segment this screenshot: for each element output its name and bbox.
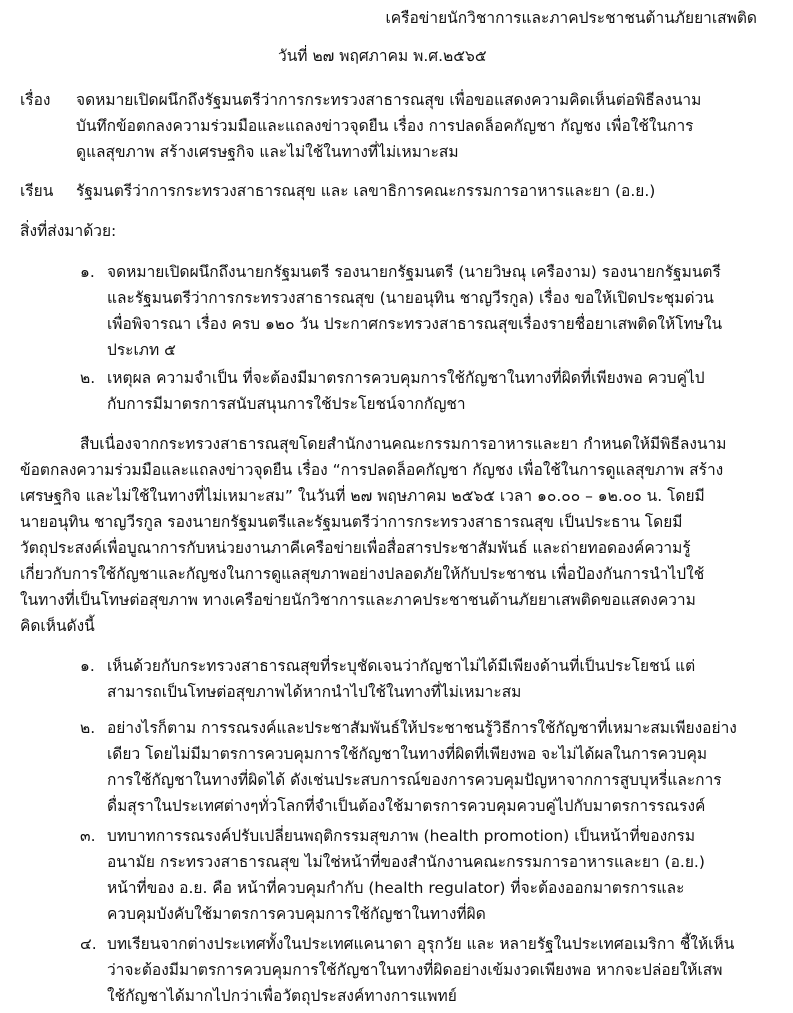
enclosure-number: ๒. bbox=[80, 369, 96, 387]
point-number: ๓. bbox=[80, 827, 96, 845]
enclosure-line: เหตุผล ความจำเป็น ที่จะต้องมีมาตรการควบคุมการใช้กัญชาในทางที่ผิดที่เพียงพอ ควบคู่ไป bbox=[107, 369, 705, 387]
enclosure-line: ประเภท ๕ bbox=[107, 341, 176, 359]
enclosure-line: กับการมีมาตรการสนับสนุนการใช้ประโยชน์จากกัญชา bbox=[107, 395, 466, 413]
org-name: เครือข่ายนักวิชาการและภาคประชาชนต้านภัยยาเสพติด bbox=[385, 9, 757, 27]
body-paragraph-line: สืบเนื่องจากกระทรวงสาธารณสุขโดยสำนักงานคณะกรรมการอาหารและยา กำหนดให้มีพิธีลงนาม bbox=[80, 435, 727, 453]
point-line: อนามัย กระทรวงสาธารณสุข ไม่ใช่หน้าที่ของสำนักงานคณะกรรมการอาหารและยา (อ.ย.) bbox=[107, 853, 705, 871]
body-paragraph-line: ข้อตกลงความร่วมมือและแถลงข่าวจุดยืน เรื่อง “การปลดล็อคกัญชา กัญชง เพื่อใช้ในการดูแลสุขภาพ สร้าง bbox=[20, 461, 724, 479]
point-number: ๒. bbox=[80, 719, 96, 737]
point-number: ๑. bbox=[80, 657, 95, 675]
point-number: ๔. bbox=[80, 935, 97, 953]
enclosure-number: ๑. bbox=[80, 263, 95, 281]
point-line: ใช้กัญชาได้มากไปกว่าเพื่อวัตถุประสงค์ทางการแพทย์ bbox=[107, 987, 457, 1005]
body-paragraph-line: ในทางที่เป็นโทษต่อสุขภาพ ทางเครือข่ายนักวิชาการและภาคประชาชนต้านภัยยาเสพติดขอแสดงความ bbox=[20, 591, 696, 609]
subject-label: เรื่อง bbox=[20, 91, 51, 109]
point-line: อย่างไรก็ตาม การรณรงค์และประชาสัมพันธ์ให้ประชาชนรู้วิธีการใช้กัญชาที่เหมาะสมเพียงอย่าง bbox=[107, 719, 737, 737]
letter-date: วันที่ ๒๗ พฤศภาคม พ.ศ.๒๕๖๕ bbox=[278, 47, 487, 65]
point-line: เห็นด้วยกับกระทรวงสาธารณสุขที่ระบุชัดเจนว่ากัญชาไม่ได้มีเพียงด้านที่เป็นประโยชน์ แต่ bbox=[107, 657, 696, 675]
subject-line: จดหมายเปิดผนึกถึงรัฐมนตรีว่าการกระทรวงสาธารณสุข เพื่อขอแสดงความคิดเห็นต่อพิธีลงนาม bbox=[76, 91, 702, 109]
body-paragraph-line: วัตถุประสงค์เพื่อบูณาการกับหน่วยงานภาคีเครือข่ายเพื่อสื่อสารประชาสัมพันธ์ และถ่ายทอดองค์ความรู้ bbox=[20, 539, 691, 557]
enclosure-line: และรัฐมนตรีว่าการกระทรวงสาธารณสุข (นายอนุทิน ชาญวีรกูล) เรื่อง ขอให้เปิดประชุมด่วน bbox=[107, 289, 714, 307]
body-paragraph-line: เกี่ยวกับการใช้กัญชาและกัญชงในการดูแลสุขภาพอย่างปลอดภัยให้กับประชาชน เพื่อป้องกันการนำไปใช้ bbox=[20, 565, 705, 583]
subject-line: ดูแลสุขภาพ สร้างเศรษฐกิจ และไม่ใช้ในทางที่ไม่เหมาะสม bbox=[76, 143, 459, 161]
enclosure-line: เพื่อพิจารณา เรื่อง ครบ ๑๒๐ วัน ประกาศกระทรวงสาธารณสุขเรื่องรายชื่อยาเสพติดให้โทษใน bbox=[107, 315, 723, 333]
point-line: การใช้กัญชาในทางที่ผิดได้ ดังเช่นประสบการณ์ของการควบคุมปัญหาจากการสูบบุหรี่และการ bbox=[107, 771, 722, 789]
enclosure-line: จดหมายเปิดผนึกถึงนายกรัฐมนตรี รองนายกรัฐมนตรี (นายวิษณุ เครืองาม) รองนายกรัฐมนตรี bbox=[107, 263, 721, 281]
body-paragraph-line: คิดเห็นดังนี้ bbox=[20, 617, 95, 635]
recipient-text: รัฐมนตรีว่าการกระทรวงสาธารณสุข และ เลขาธิการคณะกรรมการอาหารและยา (อ.ย.) bbox=[76, 182, 656, 200]
point-line: เดียว โดยไม่มีมาตรการควบคุมการใช้กัญชาในทางที่ผิดที่เพียงพอ จะไม่ได้ผลในการควบคุม bbox=[107, 745, 708, 763]
point-line: บทเรียนจากต่างประเทศทั้งในประเทศแคนาดา อุรุกวัย และ หลายรัฐในประเทศอเมริกา ชี้ให้เห็น bbox=[107, 935, 735, 953]
body-paragraph-line: นายอนุทิน ชาญวีรกูล รองนายกรัฐมนตรีและรัฐมนตรีว่าการกระทรวงสาธารณสุข เป็นประธาน โดยมี bbox=[20, 513, 683, 531]
point-line: ดื่มสุราในประเทศต่างๆทั่วโลกที่จำเป็นต้องใช้มาตรการควบคุมควบคู่ไปกับมาตรการรณรงค์ bbox=[107, 797, 706, 815]
recipient-label: เรียน bbox=[20, 182, 54, 200]
point-line: บทบาทการรณรงค์ปรับเปลี่ยนพฤติกรรมสุขภาพ (health promotion) เป็นหน้าที่ของกรม bbox=[107, 827, 696, 845]
point-line: ว่าจะต้องมีมาตรการควบคุมการใช้กัญชาในทางที่ผิดอย่างเข้มงวดเพียงพอ หากจะปล่อยให้เสพ bbox=[107, 961, 723, 979]
point-line: หน้าที่ของ อ.ย. คือ หน้าที่ควบคุมกำกับ (health regulator) ที่จะต้องออกมาตรการและ bbox=[107, 879, 685, 897]
subject-line: บันทึกข้อตกลงความร่วมมือและแถลงข่าวจุดยืน เรื่อง การปลดล็อคกัญชา กัญชง เพื่อใช้ในการ bbox=[76, 117, 694, 135]
point-line: ควบคุมบังคับใช้มาตรการควบคุมการใช้กัญชาในทางที่ผิด bbox=[107, 905, 486, 923]
enclosures-label: สิ่งที่ส่งมาด้วย: bbox=[20, 222, 117, 240]
body-paragraph-line: เศรษฐกิจ และไม่ใช้ในทางที่ไม่เหมาะสม” ในวันที่ ๒๗ พฤษภาคม ๒๕๖๕ เวลา ๑๐.๐๐ – ๑๒.๐๐ น. โดยมี bbox=[20, 487, 705, 505]
point-line: สามารถเป็นโทษต่อสุขภาพได้หากนำไปใช้ในทางที่ไม่เหมาะสม bbox=[107, 683, 522, 701]
